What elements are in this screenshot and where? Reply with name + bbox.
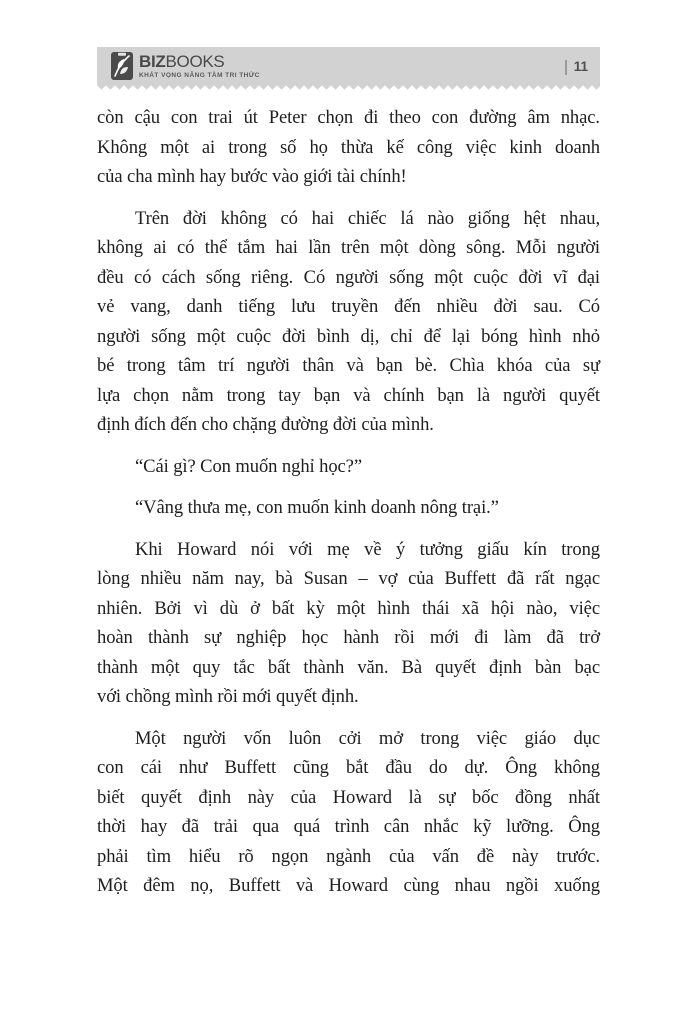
text-line: Một đêm nọ, Buffett và Howard cùng nhau ngồi xuống	[97, 875, 600, 896]
text-line: phải tìm hiểu rõ ngọn ngành của vấn đề này trước.	[97, 845, 600, 867]
text-line: Một người vốn luôn cởi mở trong việc giáo dục	[135, 727, 600, 749]
paragraph	[97, 493, 600, 523]
page-number-value: 11	[573, 58, 588, 74]
text-line: đều có cách sống riêng. Có người sống một cuộc đời vĩ đại	[97, 266, 600, 288]
text-line: không ai có thể tắm hai lần trên một dòng sông. Mỗi người	[97, 237, 600, 258]
page-header	[97, 47, 600, 85]
wordmark-biz: BIZ	[139, 52, 166, 71]
text-line: thời hay đã trải qua quá trình cân nhắc kỹ lưỡng. Ông	[97, 816, 600, 837]
text-line: Trên đời không có hai chiếc lá nào giống hệt nhau,	[135, 207, 600, 229]
bizbooks-logo	[111, 52, 260, 80]
text-line: biết quyết định này của Howard là sự bốc đồng nhất	[97, 786, 600, 808]
text-line: “Vâng thưa mẹ, con muốn kinh doanh nông trại.”	[135, 497, 499, 518]
text-line: còn cậu con trai út Peter chọn đi theo con đường âm nhạc.	[97, 107, 600, 128]
paragraph	[97, 724, 600, 901]
text-line: vẻ vang, danh tiếng lưu truyền đến nhiều đời sau. Có	[97, 296, 600, 317]
bizbooks-logo-text	[139, 53, 260, 79]
paragraph	[97, 452, 600, 482]
text-line: lựa chọn nằm trong tay bạn và chính bạn là người quyết	[97, 384, 600, 406]
text-line: lòng nhiều năm nay, bà Susan – vợ của Buffett đã rất ngạc	[97, 568, 600, 589]
wordmark-books: BOOKS	[165, 52, 225, 71]
text-line: định đích đến cho chặng đường đời của mình.	[97, 414, 434, 435]
paragraph	[97, 204, 600, 440]
text-line: Không một ai trong số họ thừa kế công việc kinh doanh	[97, 136, 600, 158]
text-line: bé trong tâm trí người thân và bạn bè. Chìa khóa của sự	[97, 355, 600, 376]
text-line: Khi Howard nói với mẹ về ý tưởng giấu kín trong	[135, 538, 600, 560]
bizbooks-wordmark	[139, 53, 260, 70]
page-body-text	[97, 103, 600, 901]
paragraph	[97, 535, 600, 712]
text-line: “Cái gì? Con muốn nghỉ học?”	[135, 455, 362, 477]
text-line: hoàn thành sự nghiệp học hành rồi mới đi làm đã trở	[97, 627, 600, 648]
text-line: với chồng mình rồi mới quyết định.	[97, 686, 359, 707]
logo-tagline: KHÁT VỌNG NÂNG TẦM TRI THỨC	[139, 71, 260, 79]
text-line: của cha mình hay bước vào giới tài chính!	[97, 166, 407, 187]
text-line: con cái như Buffett cũng bắt đầu do dự. Ông không	[97, 757, 600, 778]
bizbooks-leaf-icon	[111, 52, 133, 80]
page-number-separator: |	[564, 57, 568, 75]
text-line: nhiên. Bởi vì dù ở bất kỳ một hình thái xã hội nào, việc	[97, 597, 600, 619]
page-number	[564, 59, 588, 74]
text-line: người sống một cuộc đời bình dị, chỉ để lại bóng hình nhỏ	[97, 325, 600, 347]
text-line: thành một quy tắc bất thành văn. Bà quyết định bàn bạc	[97, 656, 600, 678]
paragraph	[97, 103, 600, 192]
header-torn-edge	[97, 85, 600, 90]
